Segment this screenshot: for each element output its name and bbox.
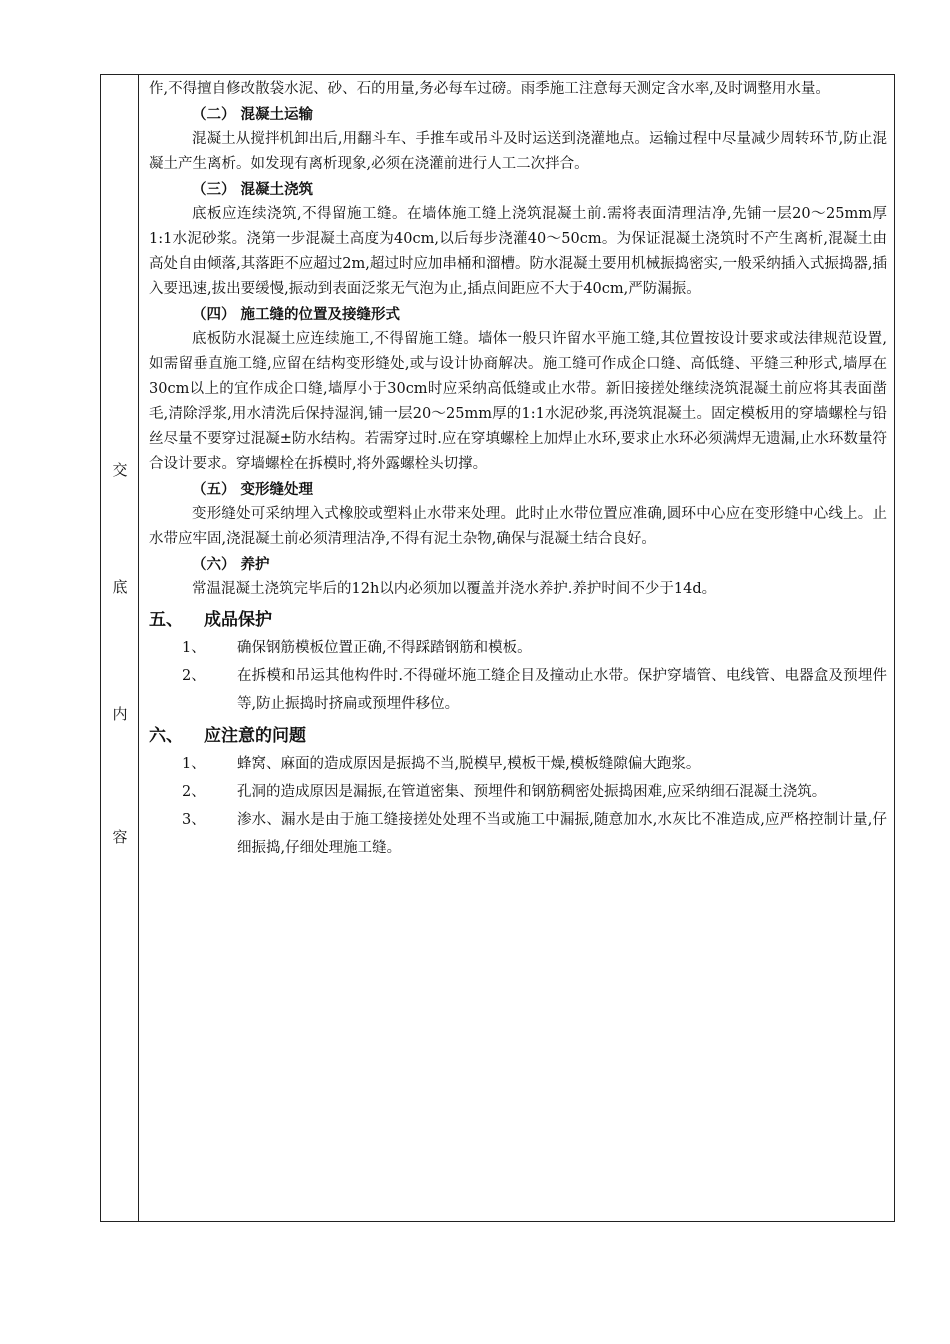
subsection-title: （四） 施工缝的位置及接缝形式 [192,306,401,323]
disclosure-table [100,74,895,1222]
item-text: 渗水、漏水是由于施工缝接搓处处理不当或施工中漏振,随意加水,水灰比不准造成,应严格控制计量,仔细振捣,仔细处理施工缝。 [237,812,887,856]
section-title: 成品保护 [204,610,272,630]
section-heading [149,606,887,634]
side-label-char: 内 [112,705,128,723]
item-number: 1、 [182,756,206,772]
intro-paragraph: 作,不得擅自修改散袋水泥、砂、石的用量,务必每车过磅。雨季施工注意每天测定含水率,及时调整用水量。 [149,81,830,97]
subsection-text: 混凝土从搅拌机卸出后,用翻斗车、手推车或吊斗及时运送到浇灌地点。运输过程中尽量减少周转环节,防止混凝土产生离析。如发现有离析现象,必须在浇灌前进行人工二次拌合。 [149,131,887,172]
item-number: 2、 [182,668,206,684]
subsection-title: （五） 变形缝处理 [192,481,314,498]
subsection-text: 变形缝处可采纳埋入式橡胶或塑料止水带来处理。此时止水带位置应准确,圆环中心应在变形缝中心线上。止水带应牢固,浇混凝土前必须清理洁净,不得有泥土杂物,确保与混凝土结合良好。 [149,506,887,547]
subsection-title: （六） 养护 [192,556,270,573]
section-number: 五、 [149,610,183,630]
item-number: 1、 [182,640,206,656]
list-item [149,662,887,718]
subsection-title: （三） 混凝土浇筑 [192,181,314,198]
side-label-char: 容 [112,828,128,846]
list-item [149,750,887,778]
list-item [149,778,887,806]
item-text: 孔洞的造成原因是漏振,在管道密集、预埋件和钢筋稠密处振捣困难,应采纳细石混凝土浇筑。 [237,784,827,800]
section-title: 应注意的问题 [204,726,306,746]
list-item [149,806,887,862]
item-text: 确保钢筋模板位置正确,不得踩踏钢筋和模板。 [237,640,532,656]
list-item [149,634,887,662]
section-heading [149,722,887,750]
subsection-text: 底板防水混凝土应连续施工,不得留施工缝。墙体一般只许留水平施工缝,其位置按设计要求或法律规范设置,如需留垂直施工缝,应留在结构变形缝处,或与设计协商解决。施工缝可作成企口缝、高低缝、平缝三种形式,墙厚在30cm以上的宜作成企口缝,墙厚小于30cm时应采纳高低缝或止水带。新旧接搓处继续浇筑混凝土前应将其表面凿毛,清除浮浆,用水清洗后保持湿润,铺一层20～25mm厚的1:1水泥砂浆,再浇筑混凝土。固定模板用的穿墙螺栓与铅丝尽量不要穿过混凝±防水结构。若需穿过时.应在穿填螺栓上加焊止水环,要求止水环必须满焊无遗漏,止水环数量符合设计要求。穿墙螺栓在拆模时,将外露螺栓头切撑。 [149,331,887,472]
section-number: 六、 [149,726,183,746]
item-number: 3、 [182,812,206,828]
subsection-title: （二） 混凝土运输 [192,106,314,123]
subsection-text: 底板应连续浇筑,不得留施工缝。在墙体施工缝上浇筑混凝土前.需将表面清理洁净,先铺一层20～25mm厚1:1水泥砂浆。浇第一步混凝土高度为40cm,以后每步浇灌40～50cm。为保证混凝土浇筑时不产生离析,混凝土由高处自由倾落,其落距不应超过2m,超过时应加串桶和溜槽。防水混凝土要用机械振捣密实,一般采纳插入式振捣器,插入要迅速,拔出要缓慢,振动到表面泛浆无气泡为止,插点间距应不大于40cm,严防漏振。 [149,206,887,297]
item-number: 2、 [182,784,206,800]
side-label-column [101,75,139,1221]
content-cell [149,77,887,862]
subsection-text: 常温混凝土浇筑完毕后的12h以内必须加以覆盖并浇水养护.养护时间不少于14d。 [192,581,717,597]
item-text: 在拆模和吊运其他构件时.不得碰坏施工缝企目及撞动止水带。保护穿墙管、电线管、电器盒及预埋件等,防止振捣时挤扁或预埋件移位。 [237,668,887,712]
side-label-char: 交 [112,461,128,479]
side-label-char: 底 [112,578,128,596]
item-text: 蜂窝、麻面的造成原因是振捣不当,脱模早,模板干燥,模板缝隙偏大跑浆。 [237,756,701,772]
